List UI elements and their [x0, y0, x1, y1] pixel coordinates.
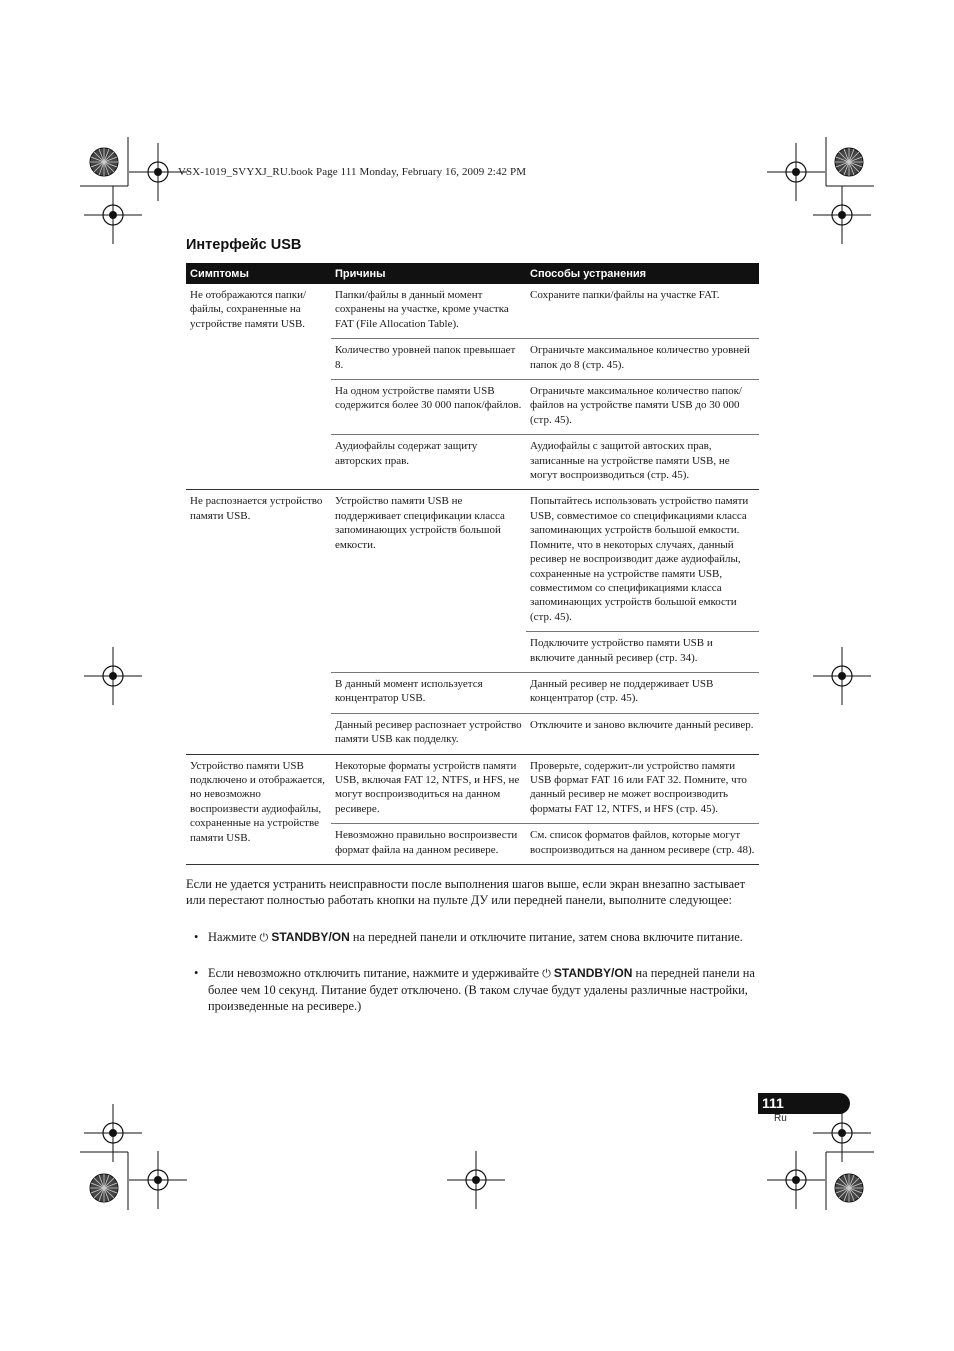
registration-cross-mid-right	[813, 647, 871, 705]
registration-cross-top-right	[813, 186, 871, 244]
troubleshooting-table	[186, 263, 759, 865]
cause-cell: Данный ресивер распознает устройство памяти USB как подделку.	[331, 713, 526, 754]
symptom-cell: Не распознается устройство памяти USB.	[186, 490, 331, 754]
registration-star-top-right	[835, 148, 863, 176]
standby-on-label: STANDBY/ON	[553, 966, 633, 980]
standby-on-label: STANDBY/ON	[271, 930, 350, 944]
column-header-causes: Причины	[331, 263, 526, 284]
cause-cell: Некоторые форматы устройств памяти USB, включая FAT 12, NTFS, и HFS, не могут воспроизводиться на данном ресивере.	[331, 754, 526, 824]
registration-cross-top-left	[84, 186, 142, 244]
language-code: Ru	[774, 1113, 787, 1124]
remedy-cell: Ограничьте максимальное количество папок/файлов на устройстве памяти USB до 30 000 (стр. 45).	[526, 380, 759, 435]
cause-cell: Невозможно правильно воспроизвести формат файла на данном ресивере.	[331, 824, 526, 865]
remedy-cell: Сохраните папки/файлы на участке FAT.	[526, 284, 759, 339]
bullet-marker: •	[194, 966, 199, 980]
remedy-cell: Данный ресивер не поддерживает USB концентратор (стр. 45).	[526, 672, 759, 713]
column-header-remedies: Способы устранения	[526, 263, 759, 284]
bullet-text-pre: Если невозможно отключить питание, нажмите и удерживайте	[208, 966, 539, 980]
cause-cell: Папки/файлы в данный момент сохранены на участке, кроме участка FAT (File Allocation Table).	[331, 284, 526, 339]
registration-star-bottom-right	[835, 1174, 863, 1202]
cause-cell: Аудиофайлы содержат защиту авторских прав.	[331, 435, 526, 490]
cause-cell: Количество уровней папок превышает 8.	[331, 339, 526, 380]
column-header-symptoms: Симптомы	[186, 263, 331, 284]
table-header-row	[186, 263, 759, 284]
registration-star-top-left	[90, 148, 118, 176]
power-icon: ⏻	[542, 967, 551, 980]
remedy-cell: Попытайтесь использовать устройство памяти USB, совместимое со спецификациями класса запоминающих устройств большой емкости. Помните, что в некоторых случаях, данный ресивер не воспроизводит даже аудиофайлы, сохраненные на устройстве памяти USB, совместимом со спецификациями класса запоминающих устройств большой емкости (стр. 45).	[526, 490, 759, 632]
bullet-text-post: на передней панели на более чем 10 секунд. Питание будет отключено. (В таком случае будут удалены различные настройки, произведенные на ресивере.)	[208, 966, 755, 1013]
cause-cell: Устройство памяти USB не поддерживает спецификации класса запоминающих устройств большой емкости.	[331, 490, 526, 672]
registration-cross-bottom-right-2	[767, 1151, 825, 1209]
symptom-cell: Не отображаются папки/файлы, сохраненные на устройстве памяти USB.	[186, 284, 331, 490]
book-file-info: VSX-1019_SVYXJ_RU.book Page 111 Monday, February 16, 2009 2:42 PM	[178, 166, 527, 178]
symptom-cell: Устройство памяти USB подключено и отображается, но невозможно воспроизвести аудиофайлы, сохраненные на устройстве памяти USB.	[186, 754, 331, 864]
remedy-cell: Ограничьте максимальное количество уровней папок до 8 (стр. 45).	[526, 339, 759, 380]
remedy-cell: См. список форматов файлов, которые могут воспроизводиться на данном ресивере (стр. 48).	[526, 824, 759, 865]
section-title: Интерфейс USB	[186, 237, 302, 253]
remedy-cell: Отключите и заново включите данный ресивер.	[526, 713, 759, 754]
table-row	[186, 490, 759, 632]
bullet-standby-press	[208, 929, 760, 946]
registration-cross-top-right-2	[767, 143, 825, 201]
registration-star-bottom-left	[90, 1174, 118, 1202]
remedy-cell: Проверьте, содержит-ли устройство памяти USB формат FAT 16 или FAT 32. Помните, что данный ресивер не может воспроизводить форматы FAT 12, NTFS, и HFS (стр. 45).	[526, 754, 759, 824]
bullet-marker: •	[194, 930, 199, 944]
cause-cell: На одном устройстве памяти USB содержится более 30 000 папок/файлов.	[331, 380, 526, 435]
registration-cross-bottom-left-2	[129, 1151, 187, 1209]
reset-instructions-intro: Если не удается устранить неисправности после выполнения шагов выше, если экран внезапно застывает или перестают полностью работать кнопки на пульте ДУ или передней панели, выполните следующее:	[186, 877, 746, 907]
remedy-cell: Подключите устройство памяти USB и включите данный ресивер (стр. 34).	[526, 632, 759, 673]
bullet-text-post: на передней панели и отключите питание, затем снова включите питание.	[352, 930, 743, 944]
cause-cell: В данный момент используется концентратор USB.	[331, 672, 526, 713]
bullet-text-pre: Нажмите	[208, 930, 257, 944]
table-row	[186, 754, 759, 824]
registration-cross-mid-left	[84, 647, 142, 705]
page-number: 111	[762, 1095, 784, 1111]
table-row	[186, 284, 759, 339]
remedy-cell: Аудиофайлы с защитой автоских прав, записанные на устройстве памяти USB, не могут воспроизводиться (стр. 45).	[526, 435, 759, 490]
bullet-standby-hold	[208, 965, 760, 1014]
power-icon: ⏻	[259, 931, 269, 944]
registration-cross-bottom-left	[84, 1104, 142, 1162]
registration-cross-bottom-center	[447, 1151, 505, 1209]
